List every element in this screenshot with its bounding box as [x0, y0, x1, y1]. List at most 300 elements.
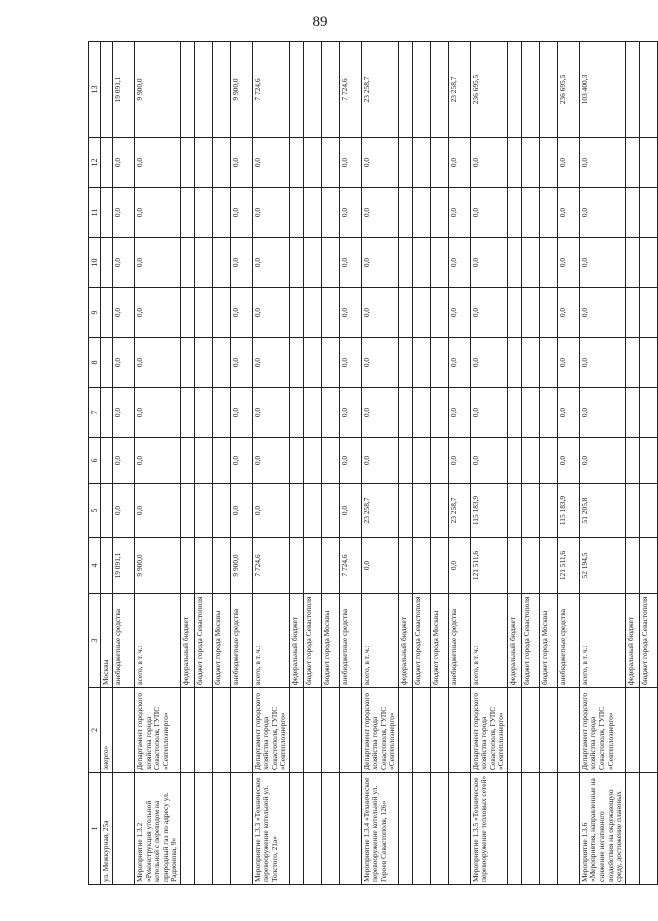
- amount-cell: [625, 388, 639, 438]
- amount-cell: [101, 538, 113, 594]
- amount-cell: 0,0: [339, 438, 361, 484]
- measure-cell: [180, 773, 194, 885]
- amount-cell: [625, 238, 639, 288]
- amount-cell: [194, 188, 212, 238]
- amount-cell: 0,0: [557, 288, 579, 338]
- amount-cell: 7 724,6: [339, 538, 361, 594]
- amount-cell: [398, 538, 412, 594]
- amount-cell: [303, 42, 321, 138]
- executor-cell: [230, 688, 252, 773]
- amount-cell: [398, 238, 412, 288]
- amount-cell: [507, 438, 521, 484]
- amount-cell: [212, 438, 230, 484]
- amount-cell: [625, 338, 639, 388]
- amount-cell: [194, 338, 212, 388]
- amount-cell: [521, 42, 539, 138]
- amount-cell: 0,0: [470, 238, 507, 288]
- amount-cell: 0,0: [448, 288, 470, 338]
- amount-cell: [303, 288, 321, 338]
- column-header: 13: [89, 42, 101, 138]
- amount-cell: [303, 538, 321, 594]
- amount-cell: 0,0: [135, 138, 181, 188]
- amount-cell: 0,0: [579, 438, 625, 484]
- amount-cell: [180, 188, 194, 238]
- executor-cell: Департамент городского хозяйства города Севастополя, ГУПС «Севтеплоэнерго»: [470, 688, 507, 773]
- amount-cell: [101, 288, 113, 338]
- amount-cell: 9 900,0: [230, 42, 252, 138]
- table-row: [448, 42, 470, 885]
- executor-cell: [557, 688, 579, 773]
- amount-cell: [507, 42, 521, 138]
- amount-cell: [321, 338, 339, 388]
- amount-cell: [521, 338, 539, 388]
- source-cell: бюджет города Москвы: [321, 594, 339, 688]
- amount-cell: 0,0: [448, 138, 470, 188]
- executor-cell: [639, 688, 657, 773]
- amount-cell: 0,0: [470, 188, 507, 238]
- amount-cell: [321, 188, 339, 238]
- amount-cell: 0,0: [339, 388, 361, 438]
- amount-cell: 0,0: [135, 238, 181, 288]
- amount-cell: 7 724,6: [252, 42, 289, 138]
- table-row: [507, 42, 521, 885]
- amount-cell: [412, 138, 430, 188]
- amount-cell: [639, 42, 657, 138]
- amount-cell: 23 258,7: [448, 42, 470, 138]
- amount-cell: [521, 388, 539, 438]
- amount-cell: [398, 338, 412, 388]
- source-cell: бюджет города Севастополя: [412, 594, 430, 688]
- amount-cell: 51 205,8: [579, 484, 625, 538]
- amount-cell: 0,0: [252, 138, 289, 188]
- amount-cell: [412, 484, 430, 538]
- measure-cell: [539, 773, 557, 885]
- amount-cell: [412, 438, 430, 484]
- column-header: 1: [89, 773, 101, 885]
- amount-cell: 0,0: [339, 238, 361, 288]
- amount-cell: [321, 388, 339, 438]
- amount-cell: 0,0: [113, 238, 135, 288]
- amount-cell: [430, 538, 448, 594]
- amount-cell: [180, 538, 194, 594]
- amount-cell: 115 183,9: [470, 484, 507, 538]
- measure-cell: [398, 773, 412, 885]
- amount-cell: 0,0: [252, 188, 289, 238]
- executor-cell: [430, 688, 448, 773]
- amount-cell: 0,0: [557, 338, 579, 388]
- amount-cell: [412, 338, 430, 388]
- amount-cell: [194, 484, 212, 538]
- amount-cell: [539, 188, 557, 238]
- amount-cell: 0,0: [579, 138, 625, 188]
- amount-cell: [639, 388, 657, 438]
- amount-cell: [412, 42, 430, 138]
- amount-cell: [639, 238, 657, 288]
- header-row: [89, 42, 101, 885]
- amount-cell: [194, 42, 212, 138]
- amount-cell: [521, 138, 539, 188]
- column-header: 10: [89, 238, 101, 288]
- amount-cell: 0,0: [252, 438, 289, 484]
- amount-cell: 0,0: [135, 438, 181, 484]
- amount-cell: 19 091,1: [113, 42, 135, 138]
- amount-cell: [212, 138, 230, 188]
- source-cell: бюджет города Севастополя: [521, 594, 539, 688]
- measure-cell: [303, 773, 321, 885]
- amount-cell: 0,0: [361, 538, 398, 594]
- executor-cell: [412, 688, 430, 773]
- amount-cell: [289, 484, 303, 538]
- amount-cell: [625, 438, 639, 484]
- amount-cell: 0,0: [230, 438, 252, 484]
- amount-cell: [507, 388, 521, 438]
- column-header: 7: [89, 388, 101, 438]
- amount-cell: 0,0: [448, 438, 470, 484]
- amount-cell: 0,0: [113, 438, 135, 484]
- amount-cell: 0,0: [448, 538, 470, 594]
- amount-cell: [212, 484, 230, 538]
- executor-cell: [521, 688, 539, 773]
- amount-cell: [625, 538, 639, 594]
- column-header: 11: [89, 188, 101, 238]
- amount-cell: 0,0: [557, 238, 579, 288]
- amount-cell: [521, 238, 539, 288]
- amount-cell: [430, 438, 448, 484]
- column-header: 9: [89, 288, 101, 338]
- amount-cell: 7 724,6: [252, 538, 289, 594]
- amount-cell: 121 511,6: [470, 538, 507, 594]
- amount-cell: [398, 42, 412, 138]
- amount-cell: 23 258,7: [448, 484, 470, 538]
- amount-cell: [289, 42, 303, 138]
- amount-cell: [180, 438, 194, 484]
- executor-cell: [448, 688, 470, 773]
- executor-cell: Департамент городского хозяйства города Севастополя, ГУПС «Севтеплоэнерго»: [135, 688, 181, 773]
- measure-cell: Мероприятие 1.3.5 «Техническое перевооружение тепловых сетей»: [470, 773, 507, 885]
- amount-cell: [289, 538, 303, 594]
- amount-cell: 52 194,5: [579, 538, 625, 594]
- amount-cell: [412, 388, 430, 438]
- amount-cell: [398, 138, 412, 188]
- amount-cell: [539, 438, 557, 484]
- amount-cell: 0,0: [579, 238, 625, 288]
- amount-cell: [180, 288, 194, 338]
- table-row: [113, 42, 135, 885]
- amount-cell: [101, 138, 113, 188]
- amount-cell: [212, 42, 230, 138]
- table-row: [625, 42, 639, 885]
- amount-cell: [639, 138, 657, 188]
- amount-cell: 0,0: [557, 438, 579, 484]
- measure-cell: [557, 773, 579, 885]
- amount-cell: 23 258,7: [361, 484, 398, 538]
- amount-cell: [412, 238, 430, 288]
- amount-cell: 236 695,5: [557, 42, 579, 138]
- amount-cell: 0,0: [135, 338, 181, 388]
- amount-cell: 19 091,1: [113, 538, 135, 594]
- amount-cell: [412, 538, 430, 594]
- table-row: [361, 42, 398, 885]
- funding-table: [88, 41, 658, 885]
- amount-cell: [398, 388, 412, 438]
- executor-cell: [539, 688, 557, 773]
- source-cell: внебюджетные средства: [339, 594, 361, 688]
- amount-cell: [412, 288, 430, 338]
- amount-cell: [398, 288, 412, 338]
- amount-cell: 0,0: [230, 388, 252, 438]
- amount-cell: [289, 188, 303, 238]
- executor-cell: [321, 688, 339, 773]
- amount-cell: 0,0: [448, 388, 470, 438]
- amount-cell: [321, 538, 339, 594]
- executor-cell: [339, 688, 361, 773]
- executor-cell: [398, 688, 412, 773]
- amount-cell: [194, 538, 212, 594]
- amount-cell: [507, 288, 521, 338]
- amount-cell: 0,0: [470, 338, 507, 388]
- amount-cell: [639, 188, 657, 238]
- measure-cell: Мероприятие 1.3.4 «Техническое перевооружение котельной ул. Героев Севастополя, 126»: [361, 773, 398, 885]
- amount-cell: [212, 338, 230, 388]
- amount-cell: [639, 438, 657, 484]
- column-header: 12: [89, 138, 101, 188]
- table-row: [539, 42, 557, 885]
- amount-cell: [539, 338, 557, 388]
- amount-cell: [101, 338, 113, 388]
- amount-cell: [180, 238, 194, 288]
- amount-cell: [639, 288, 657, 338]
- amount-cell: [101, 388, 113, 438]
- amount-cell: 0,0: [135, 388, 181, 438]
- amount-cell: [539, 138, 557, 188]
- table-row: [521, 42, 539, 885]
- rotated-table-container: [88, 42, 649, 885]
- amount-cell: 0,0: [470, 388, 507, 438]
- executor-cell: энерго»: [101, 688, 113, 773]
- amount-cell: [303, 438, 321, 484]
- source-cell: федеральный бюджет: [398, 594, 412, 688]
- amount-cell: [521, 188, 539, 238]
- executor-cell: [180, 688, 194, 773]
- measure-cell: [507, 773, 521, 885]
- amount-cell: 0,0: [579, 338, 625, 388]
- source-cell: всего, в т. ч.:: [361, 594, 398, 688]
- amount-cell: 0,0: [113, 188, 135, 238]
- amount-cell: [539, 288, 557, 338]
- executor-cell: [303, 688, 321, 773]
- amount-cell: 0,0: [135, 188, 181, 238]
- amount-cell: 0,0: [361, 288, 398, 338]
- column-header: 4: [89, 538, 101, 594]
- amount-cell: 0,0: [361, 238, 398, 288]
- amount-cell: [194, 138, 212, 188]
- amount-cell: [321, 438, 339, 484]
- executor-cell: [113, 688, 135, 773]
- amount-cell: [180, 388, 194, 438]
- amount-cell: [430, 188, 448, 238]
- measure-cell: [412, 773, 430, 885]
- amount-cell: [430, 484, 448, 538]
- amount-cell: [639, 338, 657, 388]
- source-cell: внебюджетные средства: [230, 594, 252, 688]
- executor-cell: [507, 688, 521, 773]
- executor-cell: [212, 688, 230, 773]
- column-header: 6: [89, 438, 101, 484]
- amount-cell: 0,0: [113, 288, 135, 338]
- amount-cell: [212, 188, 230, 238]
- amount-cell: 0,0: [113, 338, 135, 388]
- table-row: [321, 42, 339, 885]
- amount-cell: 0,0: [470, 438, 507, 484]
- source-cell: внебюджетные средства: [113, 594, 135, 688]
- amount-cell: [507, 188, 521, 238]
- measure-cell: [521, 773, 539, 885]
- amount-cell: 0,0: [470, 288, 507, 338]
- measure-cell: [339, 773, 361, 885]
- measure-cell: [194, 773, 212, 885]
- amount-cell: [212, 238, 230, 288]
- amount-cell: 115 183,9: [557, 484, 579, 538]
- amount-cell: [539, 388, 557, 438]
- amount-cell: 23 258,7: [361, 42, 398, 138]
- measure-cell: Мероприятие 1.3.3 «Техническое перевооружение котельной ул. Толстого, 21а»: [252, 773, 289, 885]
- amount-cell: [303, 388, 321, 438]
- amount-cell: [194, 388, 212, 438]
- amount-cell: [180, 42, 194, 138]
- amount-cell: [521, 438, 539, 484]
- source-cell: всего, в т. ч.:: [252, 594, 289, 688]
- source-cell: федеральный бюджет: [289, 594, 303, 688]
- amount-cell: [430, 238, 448, 288]
- measure-cell: [448, 773, 470, 885]
- amount-cell: [521, 288, 539, 338]
- amount-cell: [507, 484, 521, 538]
- amount-cell: 0,0: [579, 188, 625, 238]
- executor-cell: [289, 688, 303, 773]
- amount-cell: 0,0: [557, 388, 579, 438]
- amount-cell: 0,0: [339, 338, 361, 388]
- table-row: [135, 42, 181, 885]
- amount-cell: [625, 188, 639, 238]
- amount-cell: [539, 484, 557, 538]
- amount-cell: [639, 484, 657, 538]
- measure-cell: [230, 773, 252, 885]
- amount-cell: 0,0: [230, 338, 252, 388]
- amount-cell: [101, 42, 113, 138]
- source-cell: бюджет города Москвы: [430, 594, 448, 688]
- amount-cell: 0,0: [230, 238, 252, 288]
- source-cell: бюджет города Севастополя: [303, 594, 321, 688]
- amount-cell: 0,0: [135, 288, 181, 338]
- source-cell: федеральный бюджет: [625, 594, 639, 688]
- column-header: 2: [89, 688, 101, 773]
- amount-cell: 0,0: [113, 138, 135, 188]
- measure-cell: [113, 773, 135, 885]
- amount-cell: 0,0: [339, 484, 361, 538]
- amount-cell: 0,0: [113, 388, 135, 438]
- measure-cell: [639, 773, 657, 885]
- amount-cell: 0,0: [230, 138, 252, 188]
- amount-cell: [321, 138, 339, 188]
- amount-cell: [507, 238, 521, 288]
- amount-cell: [639, 538, 657, 594]
- measure-cell: Мероприятие 1.3.2 «Реконструкция угольной котельной с переводом на природный газ по адресу ул. Радионова, 9»: [135, 773, 181, 885]
- source-cell: всего, в т. ч.:: [579, 594, 625, 688]
- source-cell: федеральный бюджет: [507, 594, 521, 688]
- measure-cell: Мероприятие 1.3.6 «Мероприятия, направленные на снижение негативного воздействия на окружающую среду, достижение плановых: [579, 773, 625, 885]
- amount-cell: [289, 238, 303, 288]
- amount-cell: [101, 438, 113, 484]
- table-row: [470, 42, 507, 885]
- amount-cell: [321, 288, 339, 338]
- amount-cell: [212, 538, 230, 594]
- amount-cell: 103 400,3: [579, 42, 625, 138]
- executor-cell: Департамент городского хозяйства города Севастополя, ГУПС «Севтеплоэнерго»: [361, 688, 398, 773]
- source-cell: всего, в т. ч.:: [470, 594, 507, 688]
- executor-cell: Департамент городского хозяйства города Севастополя, ГУПС «Севтеплоэнерго»: [579, 688, 625, 773]
- amount-cell: 9 900,0: [135, 42, 181, 138]
- amount-cell: 0,0: [339, 138, 361, 188]
- amount-cell: 0,0: [448, 338, 470, 388]
- amount-cell: 121 511,6: [557, 538, 579, 594]
- table-row: [557, 42, 579, 885]
- amount-cell: 0,0: [361, 138, 398, 188]
- amount-cell: [212, 288, 230, 338]
- source-cell: бюджет города Москвы: [212, 594, 230, 688]
- amount-cell: [289, 388, 303, 438]
- amount-cell: 0,0: [361, 338, 398, 388]
- column-header: 3: [89, 594, 101, 688]
- source-cell: федеральный бюджет: [180, 594, 194, 688]
- amount-cell: 0,0: [252, 388, 289, 438]
- column-header: 5: [89, 484, 101, 538]
- page-number: 89: [312, 14, 328, 30]
- source-cell: всего, в т. ч.:: [135, 594, 181, 688]
- source-cell: бюджет города Севастополя: [639, 594, 657, 688]
- amount-cell: 9 900,0: [135, 538, 181, 594]
- table-row: [639, 42, 657, 885]
- amount-cell: [180, 484, 194, 538]
- amount-cell: [507, 538, 521, 594]
- amount-cell: 0,0: [230, 288, 252, 338]
- amount-cell: 0,0: [579, 388, 625, 438]
- amount-cell: [180, 138, 194, 188]
- amount-cell: [430, 138, 448, 188]
- amount-cell: 0,0: [448, 188, 470, 238]
- measure-cell: [430, 773, 448, 885]
- amount-cell: [101, 238, 113, 288]
- amount-cell: [430, 288, 448, 338]
- amount-cell: [321, 42, 339, 138]
- amount-cell: [303, 338, 321, 388]
- amount-cell: [289, 438, 303, 484]
- amount-cell: [321, 238, 339, 288]
- amount-cell: [625, 484, 639, 538]
- amount-cell: 236 695,5: [470, 42, 507, 138]
- amount-cell: [321, 484, 339, 538]
- amount-cell: 0,0: [230, 188, 252, 238]
- amount-cell: 0,0: [252, 238, 289, 288]
- table-row: [194, 42, 212, 885]
- amount-cell: [625, 42, 639, 138]
- source-cell: бюджет города Москвы: [539, 594, 557, 688]
- amount-cell: 0,0: [557, 138, 579, 188]
- measure-cell: [625, 773, 639, 885]
- amount-cell: [412, 188, 430, 238]
- amount-cell: [180, 338, 194, 388]
- table-row: [212, 42, 230, 885]
- amount-cell: [101, 188, 113, 238]
